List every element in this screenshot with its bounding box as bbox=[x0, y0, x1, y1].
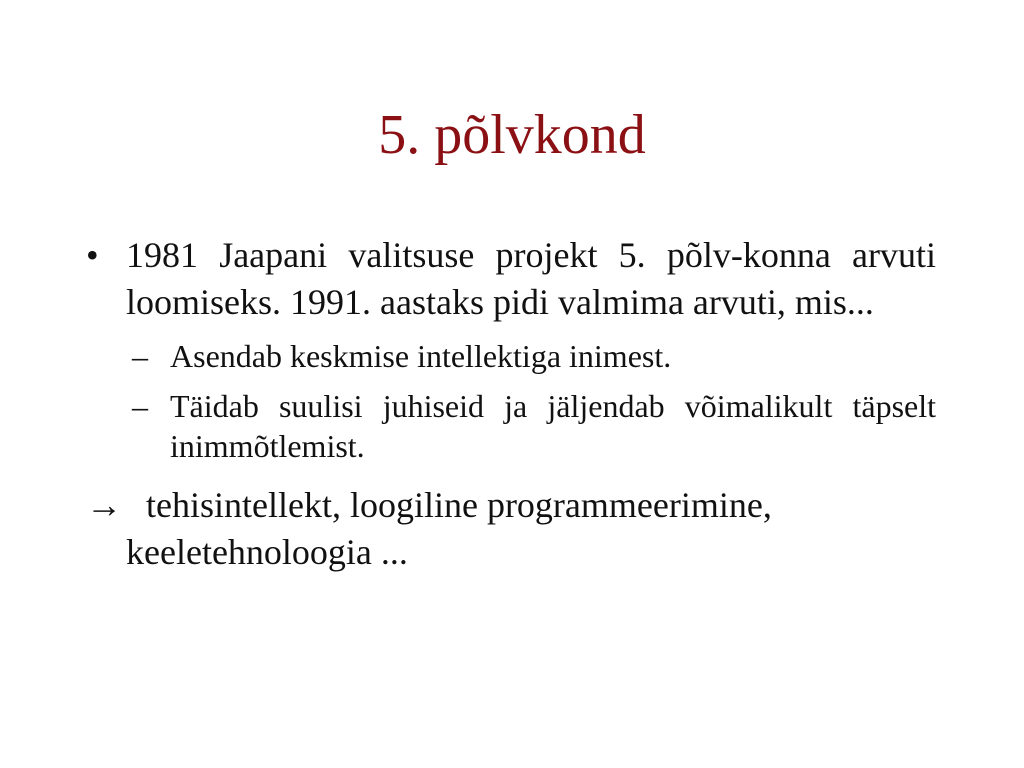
sub-bullet-item bbox=[132, 386, 936, 466]
conclusion-item bbox=[86, 482, 936, 576]
sub-bullet-item bbox=[132, 336, 936, 376]
bullet-marker: • bbox=[86, 235, 99, 275]
conclusion-text: tehisintellekt, loogiline programmeerimine, keeletehnoloogia ... bbox=[126, 485, 772, 572]
dash-marker: – bbox=[132, 338, 148, 374]
bullet-item bbox=[86, 232, 936, 326]
bullet-text: 1981 Jaapani valitsuse projekt 5. põlv-konna arvuti loomiseks. 1991. aastaks pidi valmima arvuti, mis... bbox=[126, 235, 936, 322]
sub-bullet-text: Asendab keskmise intellektiga inimest. bbox=[170, 338, 672, 374]
sub-bullet-text: Täidab suulisi juhiseid ja jäljendab võimalikult täpselt inimmõtlemist. bbox=[170, 388, 936, 464]
slide-body bbox=[86, 232, 936, 576]
right-arrow-icon: → bbox=[86, 485, 122, 525]
slide-title: 5. põlvkond bbox=[378, 104, 646, 166]
dash-marker: – bbox=[132, 388, 148, 424]
